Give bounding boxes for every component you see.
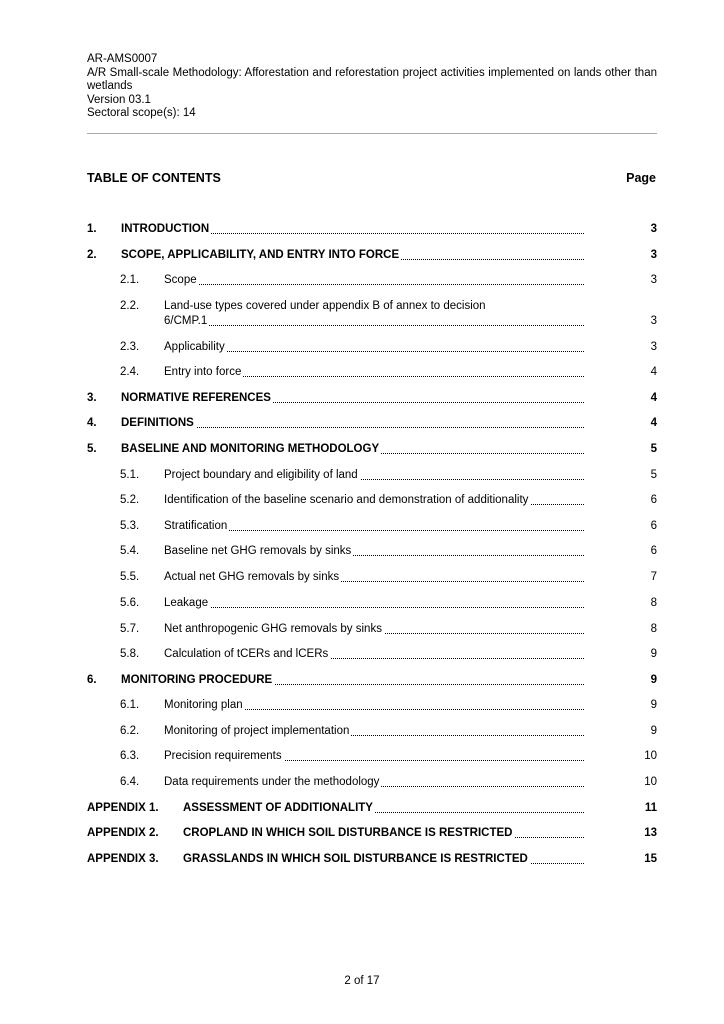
document-code: AR-AMS0007 [87, 53, 158, 65]
toc-entry-page-number: 9 [650, 699, 657, 711]
toc-entry-title: Monitoring plan [164, 699, 243, 711]
toc-entry-title: INTRODUCTION [121, 223, 210, 235]
toc-entry-page-number: 8 [650, 597, 657, 609]
toc-entry[interactable] [87, 442, 657, 457]
toc-entry-title: BASELINE AND MONITORING METHODOLOGY [121, 443, 380, 455]
toc-entry-page-number: 4 [650, 392, 657, 404]
toc-entry-title: Precision requirements [164, 750, 282, 762]
toc-page-column-label: Page [626, 171, 656, 185]
toc-entry-page-number: 3 [650, 274, 657, 286]
toc-entry-number: 5.7. [120, 623, 140, 635]
toc-entry-title: GRASSLANDS IN WHICH SOIL DISTURBANCE IS RESTRICTED [183, 853, 528, 865]
toc-entry-title: Scope [164, 274, 197, 286]
toc-entry-title: Leakage [164, 597, 209, 609]
toc-entry-title: Data requirements under the methodology [164, 776, 380, 788]
toc-entry-page-number: 15 [644, 853, 657, 865]
toc-entry-number: 6.4. [120, 776, 140, 788]
toc-entry-page-number: 3 [650, 315, 657, 327]
toc-entry-page-number: 13 [644, 827, 657, 839]
toc-entry[interactable] [87, 493, 657, 508]
toc-entry-page-number: 9 [650, 725, 657, 737]
toc-entry-number: 2.1. [120, 274, 140, 286]
toc-entry-number: 5.4. [120, 545, 140, 557]
toc-entry-page-number: 4 [650, 417, 657, 429]
toc-entry-title: Baseline net GHG removals by sinks [164, 545, 352, 557]
toc-entry[interactable] [87, 852, 657, 867]
toc-entry-number: 5.8. [120, 648, 140, 660]
document-version: Version 03.1 [87, 93, 151, 106]
toc-entry-number: APPENDIX 3. [87, 853, 159, 865]
toc-entry[interactable] [87, 273, 657, 288]
toc-entry[interactable] [87, 596, 657, 611]
toc-entry-title: Monitoring of project implementation [164, 725, 350, 737]
toc-entry-page-number: 6 [650, 520, 657, 532]
dot-leader [164, 351, 584, 352]
toc-title: TABLE OF CONTENTS [87, 171, 221, 185]
toc-entry-page-number: 3 [650, 223, 657, 235]
toc-entry-page-number: 3 [650, 249, 657, 261]
toc-entry-number: 6.2. [120, 725, 140, 737]
toc-entry-title: Stratification [164, 520, 228, 532]
toc-entry[interactable] [87, 365, 657, 380]
toc-entry-page-number: 10 [644, 750, 657, 762]
toc-entry-title: Entry into force [164, 366, 242, 378]
toc-entry-number: 4. [87, 417, 97, 429]
toc-entry-page-number: 7 [650, 571, 657, 583]
dot-leader [164, 607, 584, 608]
toc-entry[interactable] [87, 340, 657, 355]
toc-entry-number: 6.1. [120, 699, 140, 711]
toc-entry[interactable] [87, 647, 657, 662]
toc-entry-title: 6/CMP.1 [164, 315, 208, 327]
toc-entry-number: 2.3. [120, 341, 140, 353]
toc-entry[interactable] [87, 416, 657, 431]
toc-entry[interactable] [87, 673, 657, 688]
toc-entry-page-number: 8 [650, 623, 657, 635]
toc-entry[interactable] [87, 519, 657, 534]
toc-entry[interactable] [87, 775, 657, 790]
toc-entry[interactable] [87, 570, 657, 585]
toc-entry[interactable] [87, 222, 657, 237]
toc-entry-title: SCOPE, APPLICABILITY, AND ENTRY INTO FORCE [121, 249, 400, 261]
toc-entry-title: Calculation of tCERs and lCERs [164, 648, 329, 660]
document-title: A/R Small-scale Methodology: Afforestation and reforestation project activities implemented on lands other than wetlands [87, 66, 657, 92]
toc-entry-title: MONITORING PROCEDURE [121, 674, 273, 686]
toc-entry[interactable] [87, 544, 657, 559]
toc-entry-number: 5.3. [120, 520, 140, 532]
toc-entry[interactable] [87, 801, 657, 816]
toc-entry-page-number: 9 [650, 648, 657, 660]
toc-entry-page-number: 5 [650, 443, 657, 455]
toc-entry-title-line1: Land-use types covered under appendix B of annex to decision [164, 300, 486, 312]
toc-entry[interactable] [87, 724, 657, 739]
toc-entry-number: 3. [87, 392, 97, 404]
toc-entry[interactable] [87, 749, 657, 764]
toc-entry-number: 6.3. [120, 750, 140, 762]
toc-entry[interactable] [87, 468, 657, 483]
toc-entry-page-number: 10 [644, 776, 657, 788]
toc-entry-number: 2. [87, 249, 97, 261]
toc-entry[interactable] [87, 698, 657, 713]
toc-entry-page-number: 11 [644, 802, 657, 814]
toc-entry[interactable] [87, 248, 657, 263]
toc-entry-title: Identification of the baseline scenario and demonstration of additionality [164, 494, 529, 506]
toc-entry-page-number: 6 [650, 494, 657, 506]
toc-entry-title: Actual net GHG removals by sinks [164, 571, 340, 583]
document-header [87, 53, 657, 121]
toc-entry-number: APPENDIX 2. [87, 827, 159, 839]
toc-entry-title: DEFINITIONS [121, 417, 194, 429]
toc-entry[interactable] [87, 299, 657, 329]
toc-entry-title: Applicability [164, 341, 225, 353]
dot-leader [164, 325, 584, 326]
header-divider [87, 133, 657, 134]
toc-entry-number: APPENDIX 1. [87, 802, 159, 814]
toc-entry-number: 1. [87, 223, 97, 235]
toc-entry-number: 2.2. [120, 300, 140, 312]
toc-entry[interactable] [87, 391, 657, 406]
toc-entry-number: 6. [87, 674, 97, 686]
toc-entry-title: ASSESSMENT OF ADDITIONALITY [183, 802, 373, 814]
toc-entry-page-number: 3 [650, 341, 657, 353]
toc-entry-title: NORMATIVE REFERENCES [121, 392, 271, 404]
toc-entry-number: 5. [87, 443, 97, 455]
sectoral-scope: Sectoral scope(s): 14 [87, 107, 196, 119]
toc-entry-number: 5.2. [120, 494, 140, 506]
toc-entry-number: 5.1. [120, 469, 140, 481]
toc-entry-page-number: 4 [650, 366, 657, 378]
toc-entry-title: Net anthropogenic GHG removals by sinks [164, 623, 382, 635]
toc-entry-number: 2.4. [120, 366, 140, 378]
page-number-footer: 2 of 17 [344, 975, 380, 987]
toc-entry[interactable] [87, 622, 657, 637]
toc-entry-number: 5.6. [120, 597, 140, 609]
toc-entry-number: 5.5. [120, 571, 140, 583]
toc-entry[interactable] [87, 826, 657, 841]
toc-entry-title: Project boundary and eligibility of land [164, 469, 358, 481]
toc-entry-page-number: 6 [650, 545, 657, 557]
dot-leader [164, 284, 584, 285]
toc-entry-title: CROPLAND IN WHICH SOIL DISTURBANCE IS RESTRICTED [183, 827, 513, 839]
toc-entry-page-number: 9 [650, 674, 657, 686]
toc-entry-page-number: 5 [650, 469, 657, 481]
